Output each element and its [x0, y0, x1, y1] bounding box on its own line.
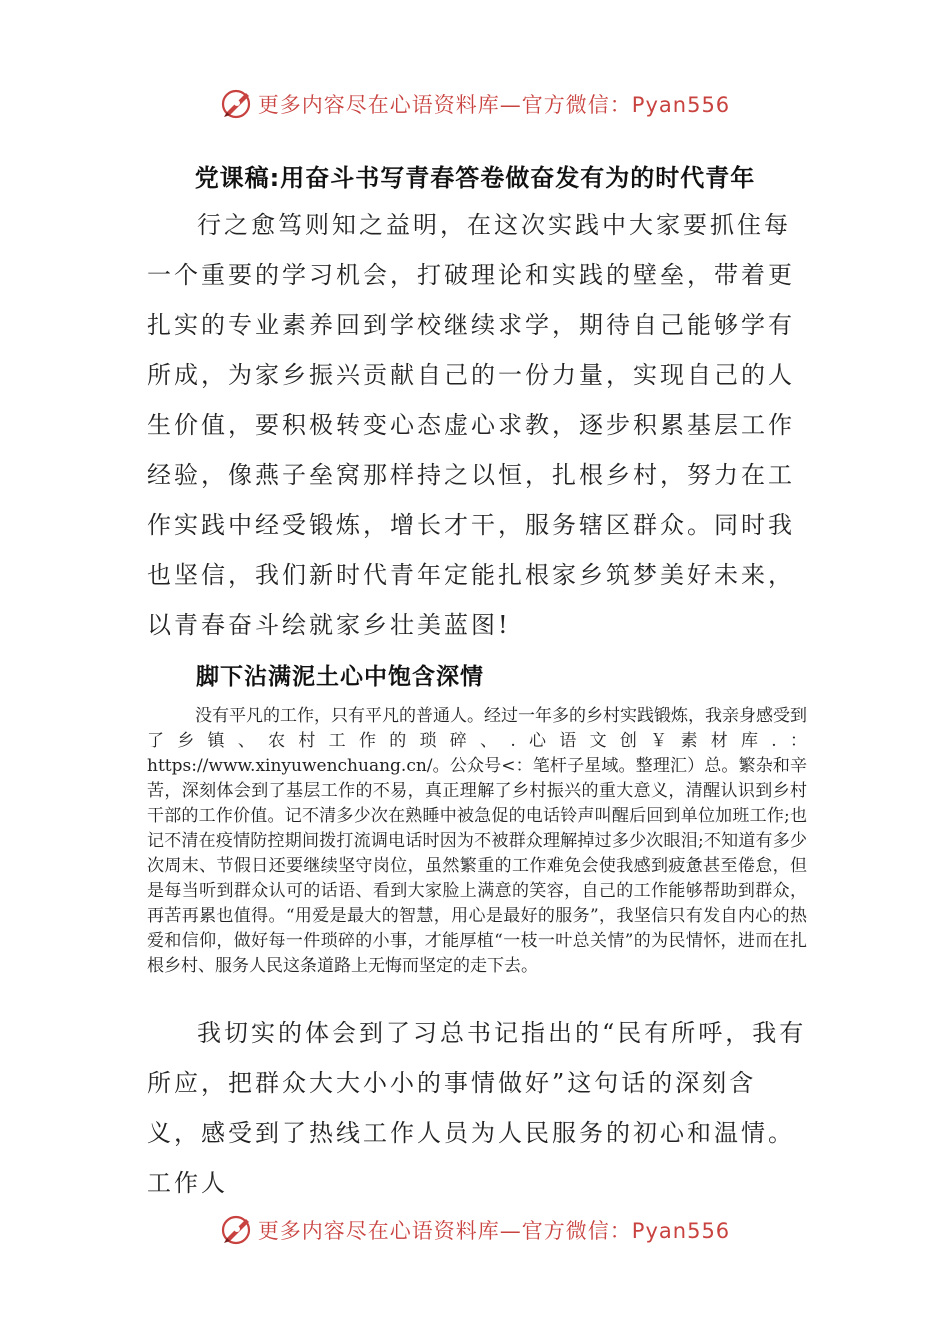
pen-logo-icon: [220, 1213, 254, 1247]
paragraph-1: 行之愈笃则知之益明，在这次实践中大家要抓住每一个重要的学习机会，打破理论和实践的壁垒，带着更扎实的专业素养回到学校继续求学，期待自己能够学有所成，为家乡振兴贡献自己的一份力量，实现自己的人生价值，要积极转变心态虚心求教，逐步积累基层工作经验，像燕子垒窝那样持之以恒，扎根乡村，努力在工作实践中经受锻炼，增长才干，服务辖区群众。同时我也坚信，我们新时代青年定能扎根家乡筑梦美好未来，以青春奋斗绘就家乡壮美蓝图!: [147, 211, 795, 639]
paragraph-2: 没有平凡的工作，只有平凡的普通人。经过一年多的乡村实践锻炼，我亲身感受到了乡镇、农村工作的琐碎、.心语文创￥素材库.：https://www.xinyuwenchuang.cn/。公众号<：笔杆子星域。整理汇）总。繁杂和辛苦，深刻体会到了基层工作的不易，真正理解了乡村振兴的重大意义，清醒认识到乡村干部的工作价值。记不清多少次在熟睡中被急促的电话铃声叫醒后回到单位加班工作;也记不清在疫情防控期间拨打流调电话时因为不被群众理解掉过多少次眼泪;不知道有多少次周末、节假日还要继续坚守岗位，虽然繁重的工作难免会使我感到疲惫甚至倦怠，但是每当听到群众认可的话语、看到大家脸上满意的笑容，自己的工作能够帮助到群众，再苦再累也值得。“用爱是最大的智慧，用心是最好的服务”，我坚信只有发自内心的热爱和信仰，做好每一件琐碎的小事，才能厚植“一枝一叶总关情”的为民情怀，进而在扎根乡村、服务人民这条道路上无悔而坚定的走下去。: [147, 706, 807, 976]
section-subheading: 脚下沾满泥土心中饱含深情: [196, 664, 484, 690]
paragraph-3: 我切实的体会到了习总书记指出的“民有所呼，我有所应，把群众大大小小的事情做好”这句话的深刻含义，感受到了热线工作人员为人民服务的初心和温情。工作人: [147, 1019, 807, 1197]
header-banner-text: 更多内容尽在心语资料库—官方微信：Pyan556: [257, 93, 731, 117]
footer-banner-text: 更多内容尽在心语资料库—官方微信：Pyan556: [257, 1219, 731, 1243]
footer-banner: [0, 1210, 950, 1250]
pen-logo-icon: [220, 87, 254, 121]
document-title: 党课稿:用奋斗书写青春答卷做奋发有为的时代青年: [194, 164, 756, 192]
header-banner: [0, 84, 950, 124]
